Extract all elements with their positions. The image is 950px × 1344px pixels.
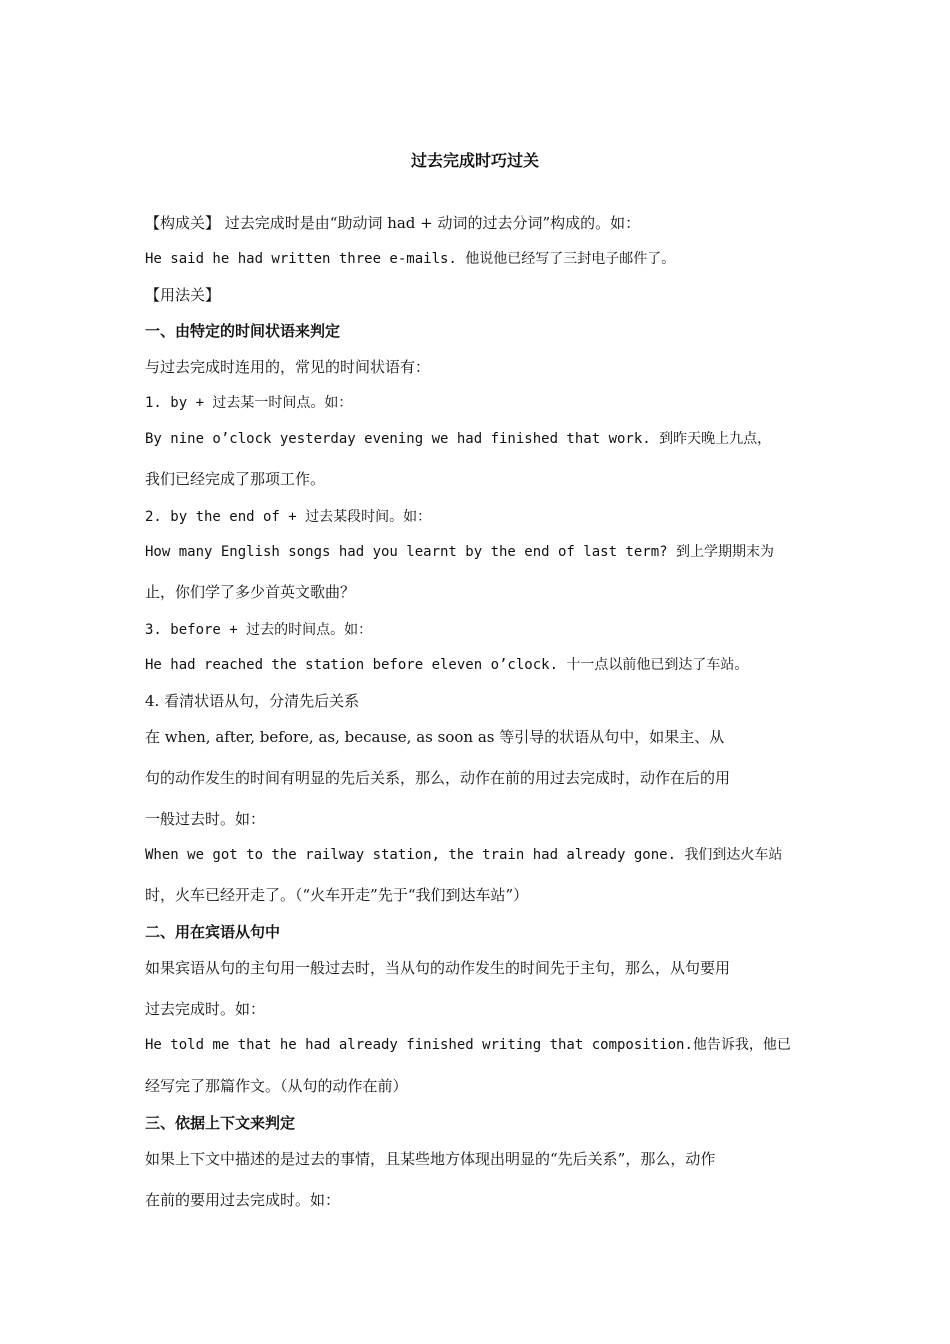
example-translation: 时，火车已经开走了。（“火车开走”先于“我们到达车站”） [145, 886, 529, 904]
document-title: 过去完成时巧过关 [410, 151, 539, 170]
example-sentence: By nine o’clock yesterday evening we had finished that work. 到昨天晚上九点， [145, 431, 772, 447]
section-label-usage: 【用法关】 [145, 286, 221, 304]
example-translation: 经写完了那篇作文。（从句的动作在前） [145, 1077, 408, 1095]
paragraph-text: 句的动作发生的时间有明显的先后关系，那么，动作在前的用过去完成时，动作在后的用 [145, 769, 731, 787]
paragraph-text: 与过去完成时连用的，常见的时间状语有： [145, 358, 431, 376]
example-sentence: How many English songs had you learnt by the end of last term? 到上学期期末为 [145, 544, 775, 560]
list-item-4: 4. 看清状语从句，分清先后关系 [145, 692, 360, 710]
list-item-1: 1. by + 过去某一时间点。如： [145, 395, 353, 411]
paragraph-text: 如果宾语从句的主句用一般过去时，当从句的动作发生的时间先于主句，那么，从句要用 [145, 959, 731, 977]
paragraph-text: 如果上下文中描述的是过去的事情，且某些地方体现出明显的“先后关系”，那么，动作 [145, 1150, 716, 1168]
example-sentence: When we got to the railway station, the train had already gone. 我们到达火车站 [145, 847, 783, 863]
paragraph-text: 在前的要用过去完成时。如： [145, 1191, 341, 1209]
paragraph-structure-rule: 【构成关】 过去完成时是由“助动词 had + 动词的过去分词”构成的。如： [145, 214, 641, 232]
example-sentence: He told me that he had already finished writing that composition.他告诉我，他已 [145, 1037, 791, 1053]
example-sentence: He said he had written three e-mails. 他说他已经写了三封电子邮件了。 [145, 251, 676, 267]
list-item-3: 3. before + 过去的时间点。如： [145, 622, 373, 638]
paragraph-text: 在 when, after, before, as, because, as soon as 等引导的状语从句中，如果主、从 [145, 728, 725, 746]
section-heading-1: 一、由特定的时间状语来判定 [145, 322, 341, 340]
paragraph-text: 过去完成时。如： [145, 1000, 266, 1018]
example-translation: 我们已经完成了那项工作。 [145, 470, 326, 488]
example-translation: 止，你们学了多少首英文歌曲？ [145, 583, 356, 601]
list-item-2: 2. by the end of + 过去某段时间。如： [145, 509, 432, 525]
example-sentence: He had reached the station before eleven o’clock. 十一点以前他已到达了车站。 [145, 657, 749, 673]
section-heading-3: 三、依据上下文来判定 [145, 1114, 296, 1132]
paragraph-text: 一般过去时。如： [145, 810, 266, 828]
section-heading-2: 二、用在宾语从句中 [145, 923, 281, 941]
